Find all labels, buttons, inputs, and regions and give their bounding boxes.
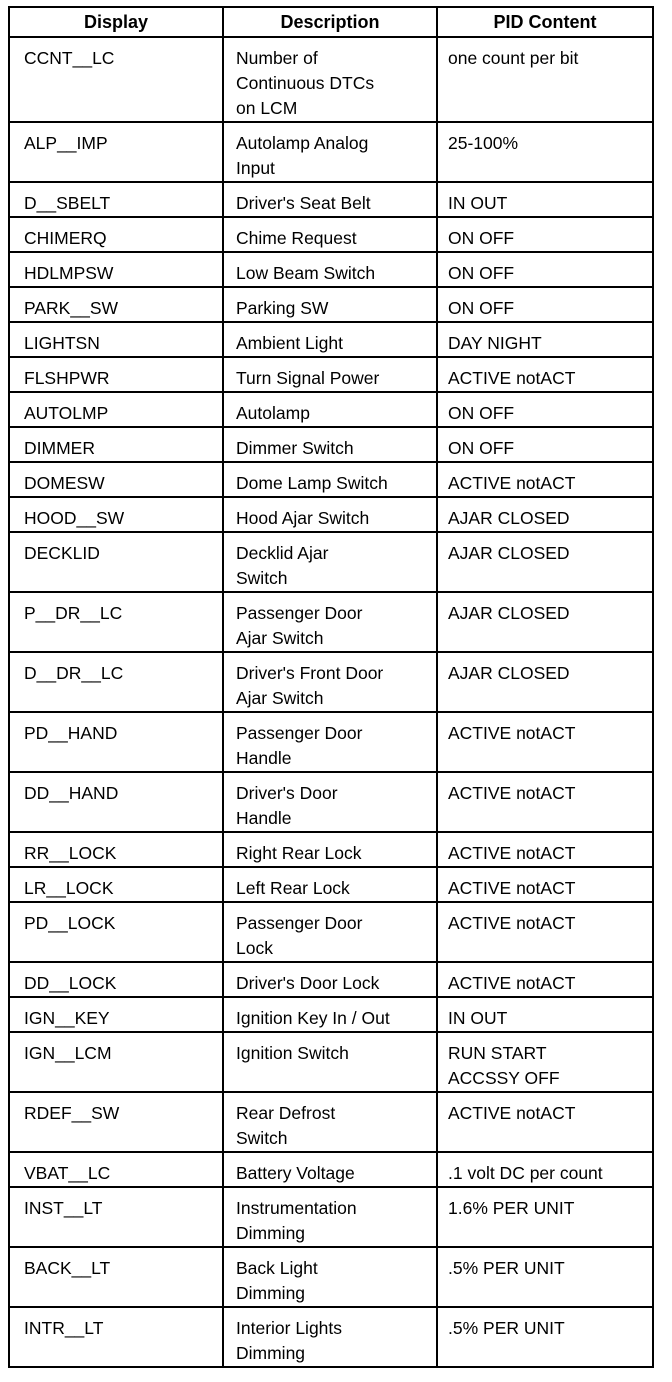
cell-description: Driver's Door Lock (223, 962, 437, 997)
cell-pid-content: ACTIVE notACT (437, 712, 653, 772)
cell-display: D__SBELT (9, 182, 223, 217)
cell-display: IGN__LCM (9, 1032, 223, 1092)
cell-description: Passenger Door Lock (223, 902, 437, 962)
cell-pid-content: AJAR CLOSED (437, 532, 653, 592)
cell-pid-content: ACTIVE notACT (437, 462, 653, 497)
pid-table (8, 6, 654, 1368)
cell-description: Back Light Dimming (223, 1247, 437, 1307)
header-display: Display (9, 7, 223, 37)
cell-pid-content: ACTIVE notACT (437, 902, 653, 962)
table-row (9, 712, 653, 772)
cell-pid-content: .5% PER UNIT (437, 1307, 653, 1367)
cell-pid-content: RUN START ACCSSY OFF (437, 1032, 653, 1092)
table-row (9, 217, 653, 252)
cell-description: Decklid Ajar Switch (223, 532, 437, 592)
cell-display: PARK__SW (9, 287, 223, 322)
cell-pid-content: one count per bit (437, 37, 653, 122)
cell-display: LIGHTSN (9, 322, 223, 357)
cell-pid-content: ACTIVE notACT (437, 1092, 653, 1152)
cell-description: Rear Defrost Switch (223, 1092, 437, 1152)
cell-description: Passenger Door Handle (223, 712, 437, 772)
cell-pid-content: ON OFF (437, 287, 653, 322)
cell-display: INST__LT (9, 1187, 223, 1247)
cell-display: CHIMERQ (9, 217, 223, 252)
cell-display: FLSHPWR (9, 357, 223, 392)
cell-display: DD__HAND (9, 772, 223, 832)
cell-description: Ignition Switch (223, 1032, 437, 1092)
cell-description: Autolamp Analog Input (223, 122, 437, 182)
header-pid-content: PID Content (437, 7, 653, 37)
table-row (9, 462, 653, 497)
table-row (9, 497, 653, 532)
cell-description: Ignition Key In / Out (223, 997, 437, 1032)
cell-display: HDLMPSW (9, 252, 223, 287)
cell-display: HOOD__SW (9, 497, 223, 532)
cell-pid-content: ON OFF (437, 217, 653, 252)
table-row (9, 867, 653, 902)
table-body (9, 37, 653, 1367)
cell-pid-content: IN OUT (437, 182, 653, 217)
cell-pid-content: AJAR CLOSED (437, 652, 653, 712)
cell-description: Chime Request (223, 217, 437, 252)
table-row (9, 322, 653, 357)
cell-pid-content: .1 volt DC per count (437, 1152, 653, 1187)
cell-description: Dimmer Switch (223, 427, 437, 462)
cell-description: Driver's Front Door Ajar Switch (223, 652, 437, 712)
cell-display: LR__LOCK (9, 867, 223, 902)
cell-description: Dome Lamp Switch (223, 462, 437, 497)
table-row (9, 182, 653, 217)
cell-display: DD__LOCK (9, 962, 223, 997)
table-row (9, 392, 653, 427)
cell-display: VBAT__LC (9, 1152, 223, 1187)
cell-description: Driver's Door Handle (223, 772, 437, 832)
cell-pid-content: IN OUT (437, 997, 653, 1032)
cell-display: RDEF__SW (9, 1092, 223, 1152)
cell-pid-content: .5% PER UNIT (437, 1247, 653, 1307)
cell-display: INTR__LT (9, 1307, 223, 1367)
cell-pid-content: ACTIVE notACT (437, 772, 653, 832)
cell-description: Hood Ajar Switch (223, 497, 437, 532)
header-description: Description (223, 7, 437, 37)
cell-display: DOMESW (9, 462, 223, 497)
table-row (9, 427, 653, 462)
cell-pid-content: AJAR CLOSED (437, 497, 653, 532)
cell-display: CCNT__LC (9, 37, 223, 122)
cell-description: Autolamp (223, 392, 437, 427)
cell-description: Battery Voltage (223, 1152, 437, 1187)
cell-display: DIMMER (9, 427, 223, 462)
cell-display: DECKLID (9, 532, 223, 592)
cell-pid-content: ON OFF (437, 392, 653, 427)
table-row (9, 1152, 653, 1187)
cell-pid-content: 25-100% (437, 122, 653, 182)
cell-display: RR__LOCK (9, 832, 223, 867)
cell-display: AUTOLMP (9, 392, 223, 427)
table-row (9, 1307, 653, 1367)
table-row (9, 1032, 653, 1092)
table-row (9, 287, 653, 322)
table-header-row (9, 7, 653, 37)
cell-description: Driver's Seat Belt (223, 182, 437, 217)
cell-description: Low Beam Switch (223, 252, 437, 287)
table-row (9, 37, 653, 122)
cell-display: BACK__LT (9, 1247, 223, 1307)
cell-pid-content: ON OFF (437, 427, 653, 462)
table-row (9, 832, 653, 867)
cell-display: PD__HAND (9, 712, 223, 772)
table-row (9, 997, 653, 1032)
cell-pid-content: DAY NIGHT (437, 322, 653, 357)
table-row (9, 252, 653, 287)
cell-display: P__DR__LC (9, 592, 223, 652)
table-row (9, 962, 653, 997)
table-row (9, 592, 653, 652)
cell-pid-content: ON OFF (437, 252, 653, 287)
table-row (9, 652, 653, 712)
cell-description: Interior Lights Dimming (223, 1307, 437, 1367)
cell-pid-content: ACTIVE notACT (437, 832, 653, 867)
table-row (9, 902, 653, 962)
table-row (9, 1247, 653, 1307)
cell-display: PD__LOCK (9, 902, 223, 962)
cell-description: Passenger Door Ajar Switch (223, 592, 437, 652)
table-row (9, 1092, 653, 1152)
table-row (9, 772, 653, 832)
table-row (9, 1187, 653, 1247)
cell-display: ALP__IMP (9, 122, 223, 182)
cell-pid-content: 1.6% PER UNIT (437, 1187, 653, 1247)
cell-pid-content: ACTIVE notACT (437, 357, 653, 392)
cell-display: D__DR__LC (9, 652, 223, 712)
cell-description: Number of Continuous DTCs on LCM (223, 37, 437, 122)
table-row (9, 122, 653, 182)
cell-description: Right Rear Lock (223, 832, 437, 867)
cell-display: IGN__KEY (9, 997, 223, 1032)
cell-description: Parking SW (223, 287, 437, 322)
table-row (9, 357, 653, 392)
cell-description: Instrumentation Dimming (223, 1187, 437, 1247)
cell-pid-content: ACTIVE notACT (437, 962, 653, 997)
cell-description: Turn Signal Power (223, 357, 437, 392)
cell-pid-content: AJAR CLOSED (437, 592, 653, 652)
cell-description: Ambient Light (223, 322, 437, 357)
cell-pid-content: ACTIVE notACT (437, 867, 653, 902)
table-row (9, 532, 653, 592)
cell-description: Left Rear Lock (223, 867, 437, 902)
